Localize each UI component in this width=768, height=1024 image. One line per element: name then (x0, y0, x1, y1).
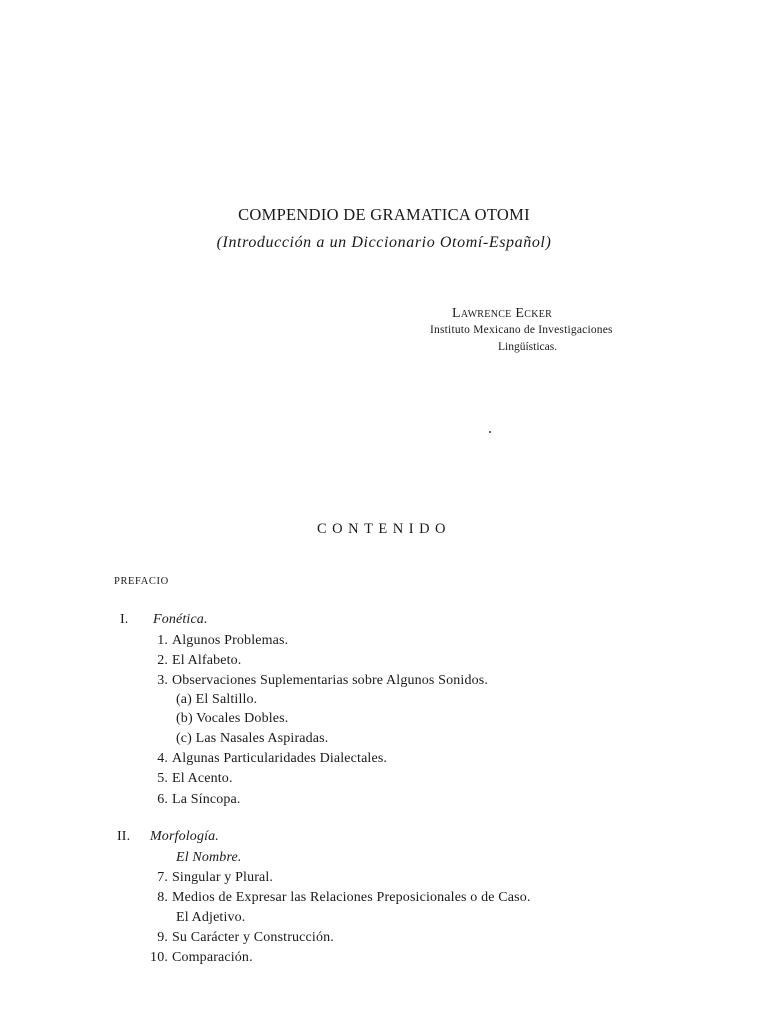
toc-entry-number: 7. (157, 870, 168, 885)
toc-entry-text: Observaciones Suplementarias sobre Algunos Sonidos. (172, 673, 488, 688)
toc-entry-text: Medios de Expresar las Relaciones Preposicionales o de Caso. (172, 890, 531, 905)
section-heading (117, 829, 219, 845)
toc-subheading (176, 850, 242, 866)
toc-entry-number: 3. (157, 673, 168, 688)
toc-entry-text: El Alfabeto. (172, 653, 242, 668)
toc-entry (145, 633, 288, 649)
section-numeral: II. (117, 829, 131, 844)
preface-entry: PREFACIO (114, 576, 169, 587)
document-title: COMPENDIO DE GRAMATICA OTOMI (238, 205, 530, 224)
author-name: Lawrence Ecker (452, 306, 553, 321)
toc-entry-text: La Síncopa. (172, 792, 241, 807)
author-institution-line-2: Lingüísticas. (498, 341, 558, 353)
toc-subentry (176, 731, 328, 747)
section-title: Fonética. (153, 612, 208, 627)
toc-entry-text: El Adjetivo. (176, 910, 246, 925)
toc-entry (145, 751, 387, 767)
toc-entry-number: 5. (157, 771, 168, 786)
toc-entry-number: 8. (157, 890, 168, 905)
toc-entry-number: 9. (157, 930, 168, 945)
toc-entry-number: 10. (150, 950, 168, 965)
toc-entry-number: 2. (157, 653, 168, 668)
toc-subheading (176, 910, 245, 926)
contents-heading: CONTENIDO (316, 521, 452, 537)
toc-entry-number: 6. (157, 792, 168, 807)
toc-entry-text: (c) Las Nasales Aspiradas. (176, 731, 329, 746)
print-speck (489, 431, 491, 433)
toc-entry (145, 890, 531, 906)
author-institution-line-1: Instituto Mexicano de Investigaciones (430, 324, 613, 336)
toc-entry (145, 792, 241, 808)
toc-entry (145, 930, 334, 946)
toc-entry-text: Singular y Plural. (172, 870, 274, 885)
toc-entry-text: (a) El Saltillo. (176, 692, 258, 707)
toc-entry-text: (b) Vocales Dobles. (176, 711, 289, 726)
toc-subentry (176, 711, 288, 727)
toc-entry (145, 653, 241, 669)
toc-entry-text: Su Carácter y Construcción. (172, 930, 334, 945)
toc-entry-text: Comparación. (172, 950, 253, 965)
toc-entry (145, 771, 233, 787)
toc-entry-number: 1. (157, 633, 168, 648)
toc-entry-text: El Nombre. (176, 850, 242, 865)
toc-entry (145, 870, 273, 886)
section-title: Morfología. (150, 829, 219, 844)
toc-entry-text: Algunos Problemas. (172, 633, 289, 648)
section-numeral: I. (120, 612, 129, 627)
document-subtitle: (Introducción a un Diccionario Otomí-Español) (216, 234, 552, 251)
toc-entry-text: El Acento. (172, 771, 233, 786)
toc-entry-number: 4. (157, 751, 168, 766)
toc-entry-text: Algunas Particularidades Dialectales. (172, 751, 388, 766)
toc-subentry (176, 692, 257, 708)
section-heading (120, 612, 208, 628)
toc-entry (145, 950, 253, 966)
toc-entry (145, 673, 488, 689)
